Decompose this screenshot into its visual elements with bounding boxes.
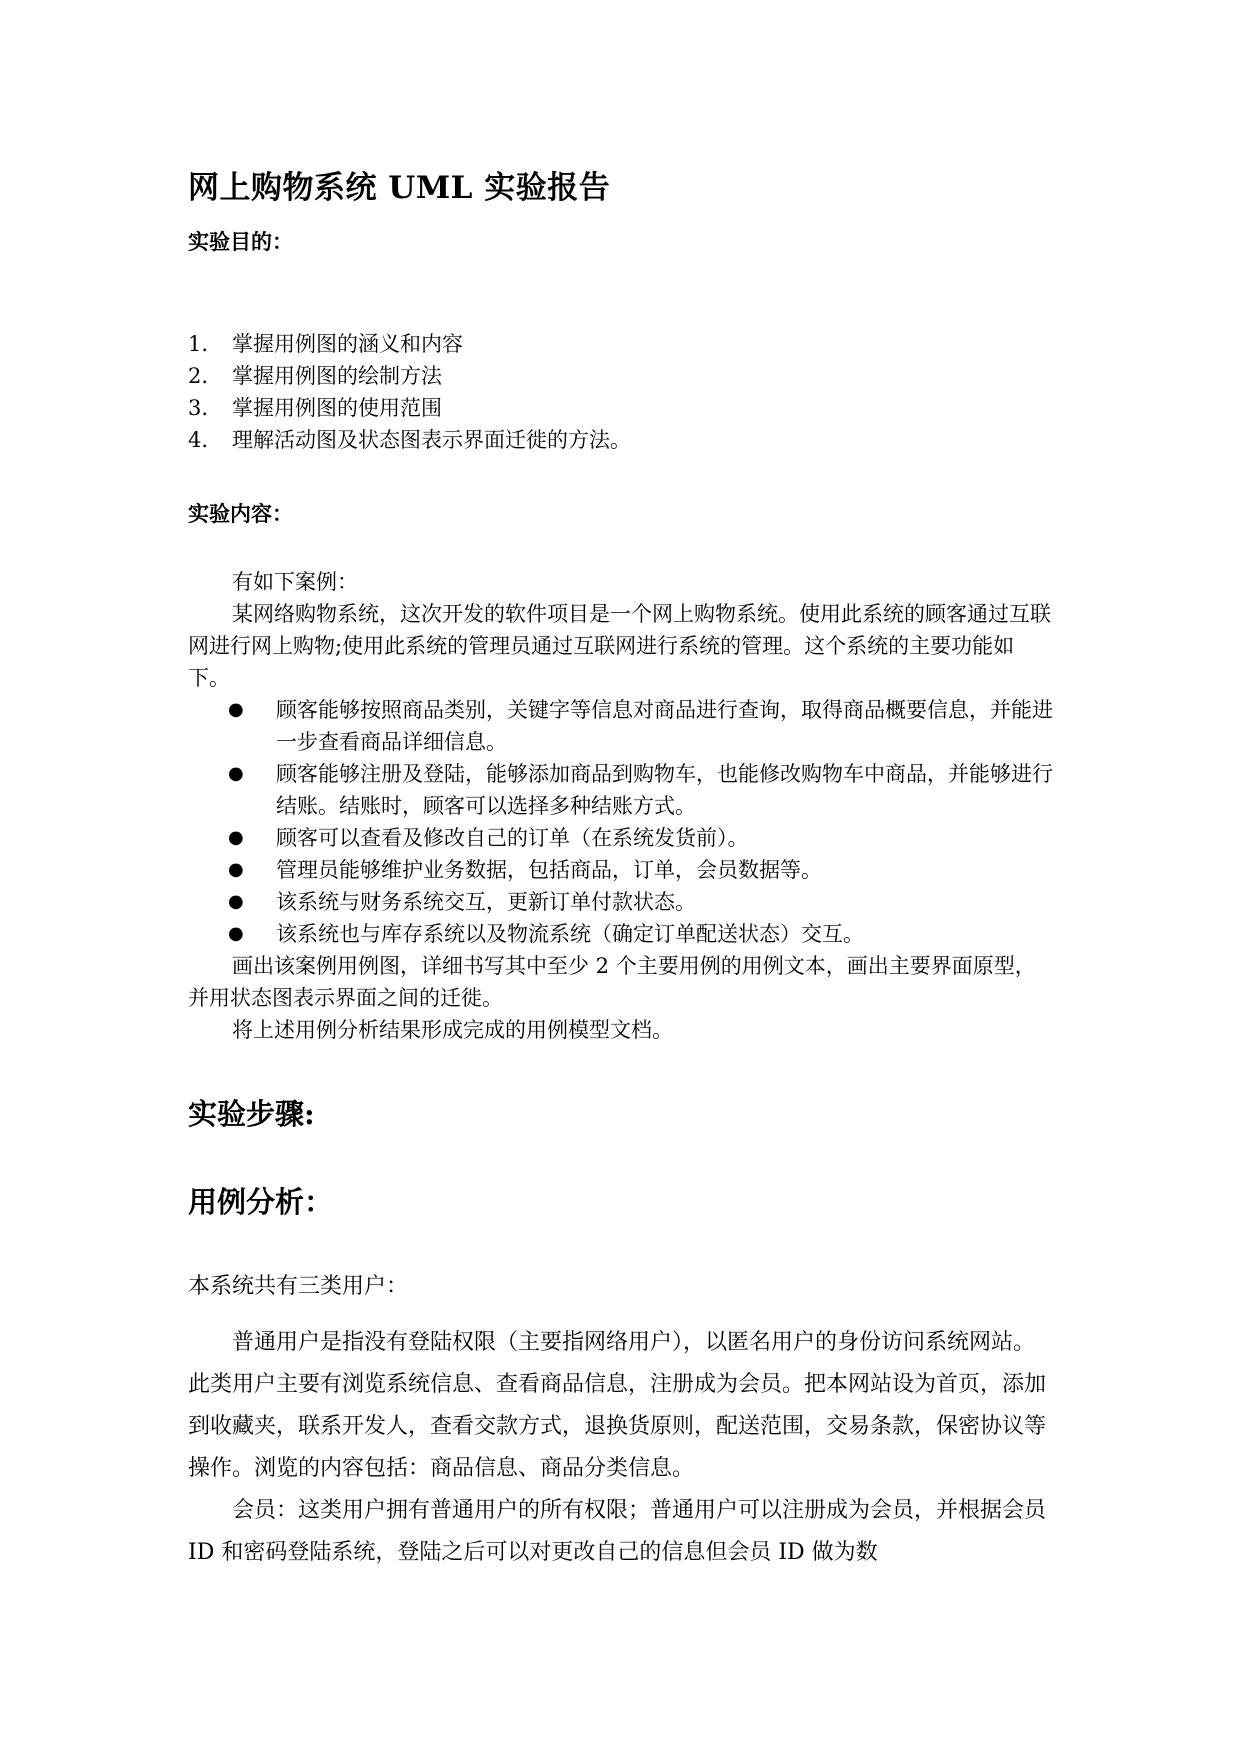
list-item: 2. 掌握用例图的绘制方法 [188,364,442,388]
list-item: 4. 理解活动图及状态图表示界面迁徙的方法。 [188,428,631,452]
list-item: 1. 掌握用例图的涵义和内容 [188,332,463,356]
case-intro: 有如下案例： [232,570,358,594]
list-item: ● 顾客能够按照商品类别，关键字等信息对商品进行查询，取得商品概要信息，并能进一步查看商品详细信息。 [188,694,1054,758]
list-item: 3. 掌握用例图的使用范围 [188,396,442,420]
case-text: 某网络购物系统，这次开发的软件项目是一个网上购物系统。使用此系统的顾客通过互联网进行网上购物;使用此系统的管理员通过互联网进行系统的管理。这个系统的主要功能如下。 [188,602,1051,690]
analysis-para-2: 会员：这类用户拥有普通用户的所有权限；普通用户可以注册成为会员，并根据会员 ID 和密码登陆系统，登陆之后可以对更改自己的信息但会员 ID 做为数 [188,1498,1047,1565]
list-item: ● 该系统也与库存系统以及物流系统（确定订单配送状态）交互。 [188,918,1054,950]
purpose-list [188,328,631,456]
task-text: 画出该案例用例图，详细书写其中至少 2 个主要用例的用例文本，画出主要界面原型，并用状态图表示界面之间的迁徙。 [188,954,1036,1010]
list-item: ● 顾客可以查看及修改自己的订单（在系统发货前）。 [188,822,1054,854]
analysis-para-1: 普通用户是指没有登陆权限（主要指网络用户），以匿名用户的身份访问系统网站。此类用户主要有浏览系统信息、查看商品信息，注册成为会员。把本网站设为首页，添加到收藏夹，联系开发人，查看交款方式，退换货原则，配送范围，交易条款，保密协议等操作。浏览的内容包括：商品信息、商品分类信息。 [188,1330,1047,1481]
steps-heading: 实验步骤: [188,1097,315,1131]
analysis-body [188,1266,1054,1574]
analysis-intro: 本系统共有三类用户： [188,1274,409,1299]
analysis-heading: 用例分析： [188,1185,334,1219]
document-title: 网上购物系统 UML 实验报告 [188,170,611,206]
feature-list [188,694,1054,950]
content-heading: 实验内容： [188,501,293,526]
list-item: ● 顾客能够注册及登陆，能够添加商品到购物车，也能修改购物车中商品，并能够进行结账。结账时，顾客可以选择多种结账方式。 [188,758,1054,822]
list-item: ● 该系统与财务系统交互，更新订单付款状态。 [188,886,1054,918]
purpose-heading: 实验目的： [188,229,293,254]
task-text-2: 将上述用例分析结果形成完成的用例模型文档。 [232,1018,673,1042]
content-body [188,566,1054,1046]
list-item: ● 管理员能够维护业务数据，包括商品，订单，会员数据等。 [188,854,1054,886]
